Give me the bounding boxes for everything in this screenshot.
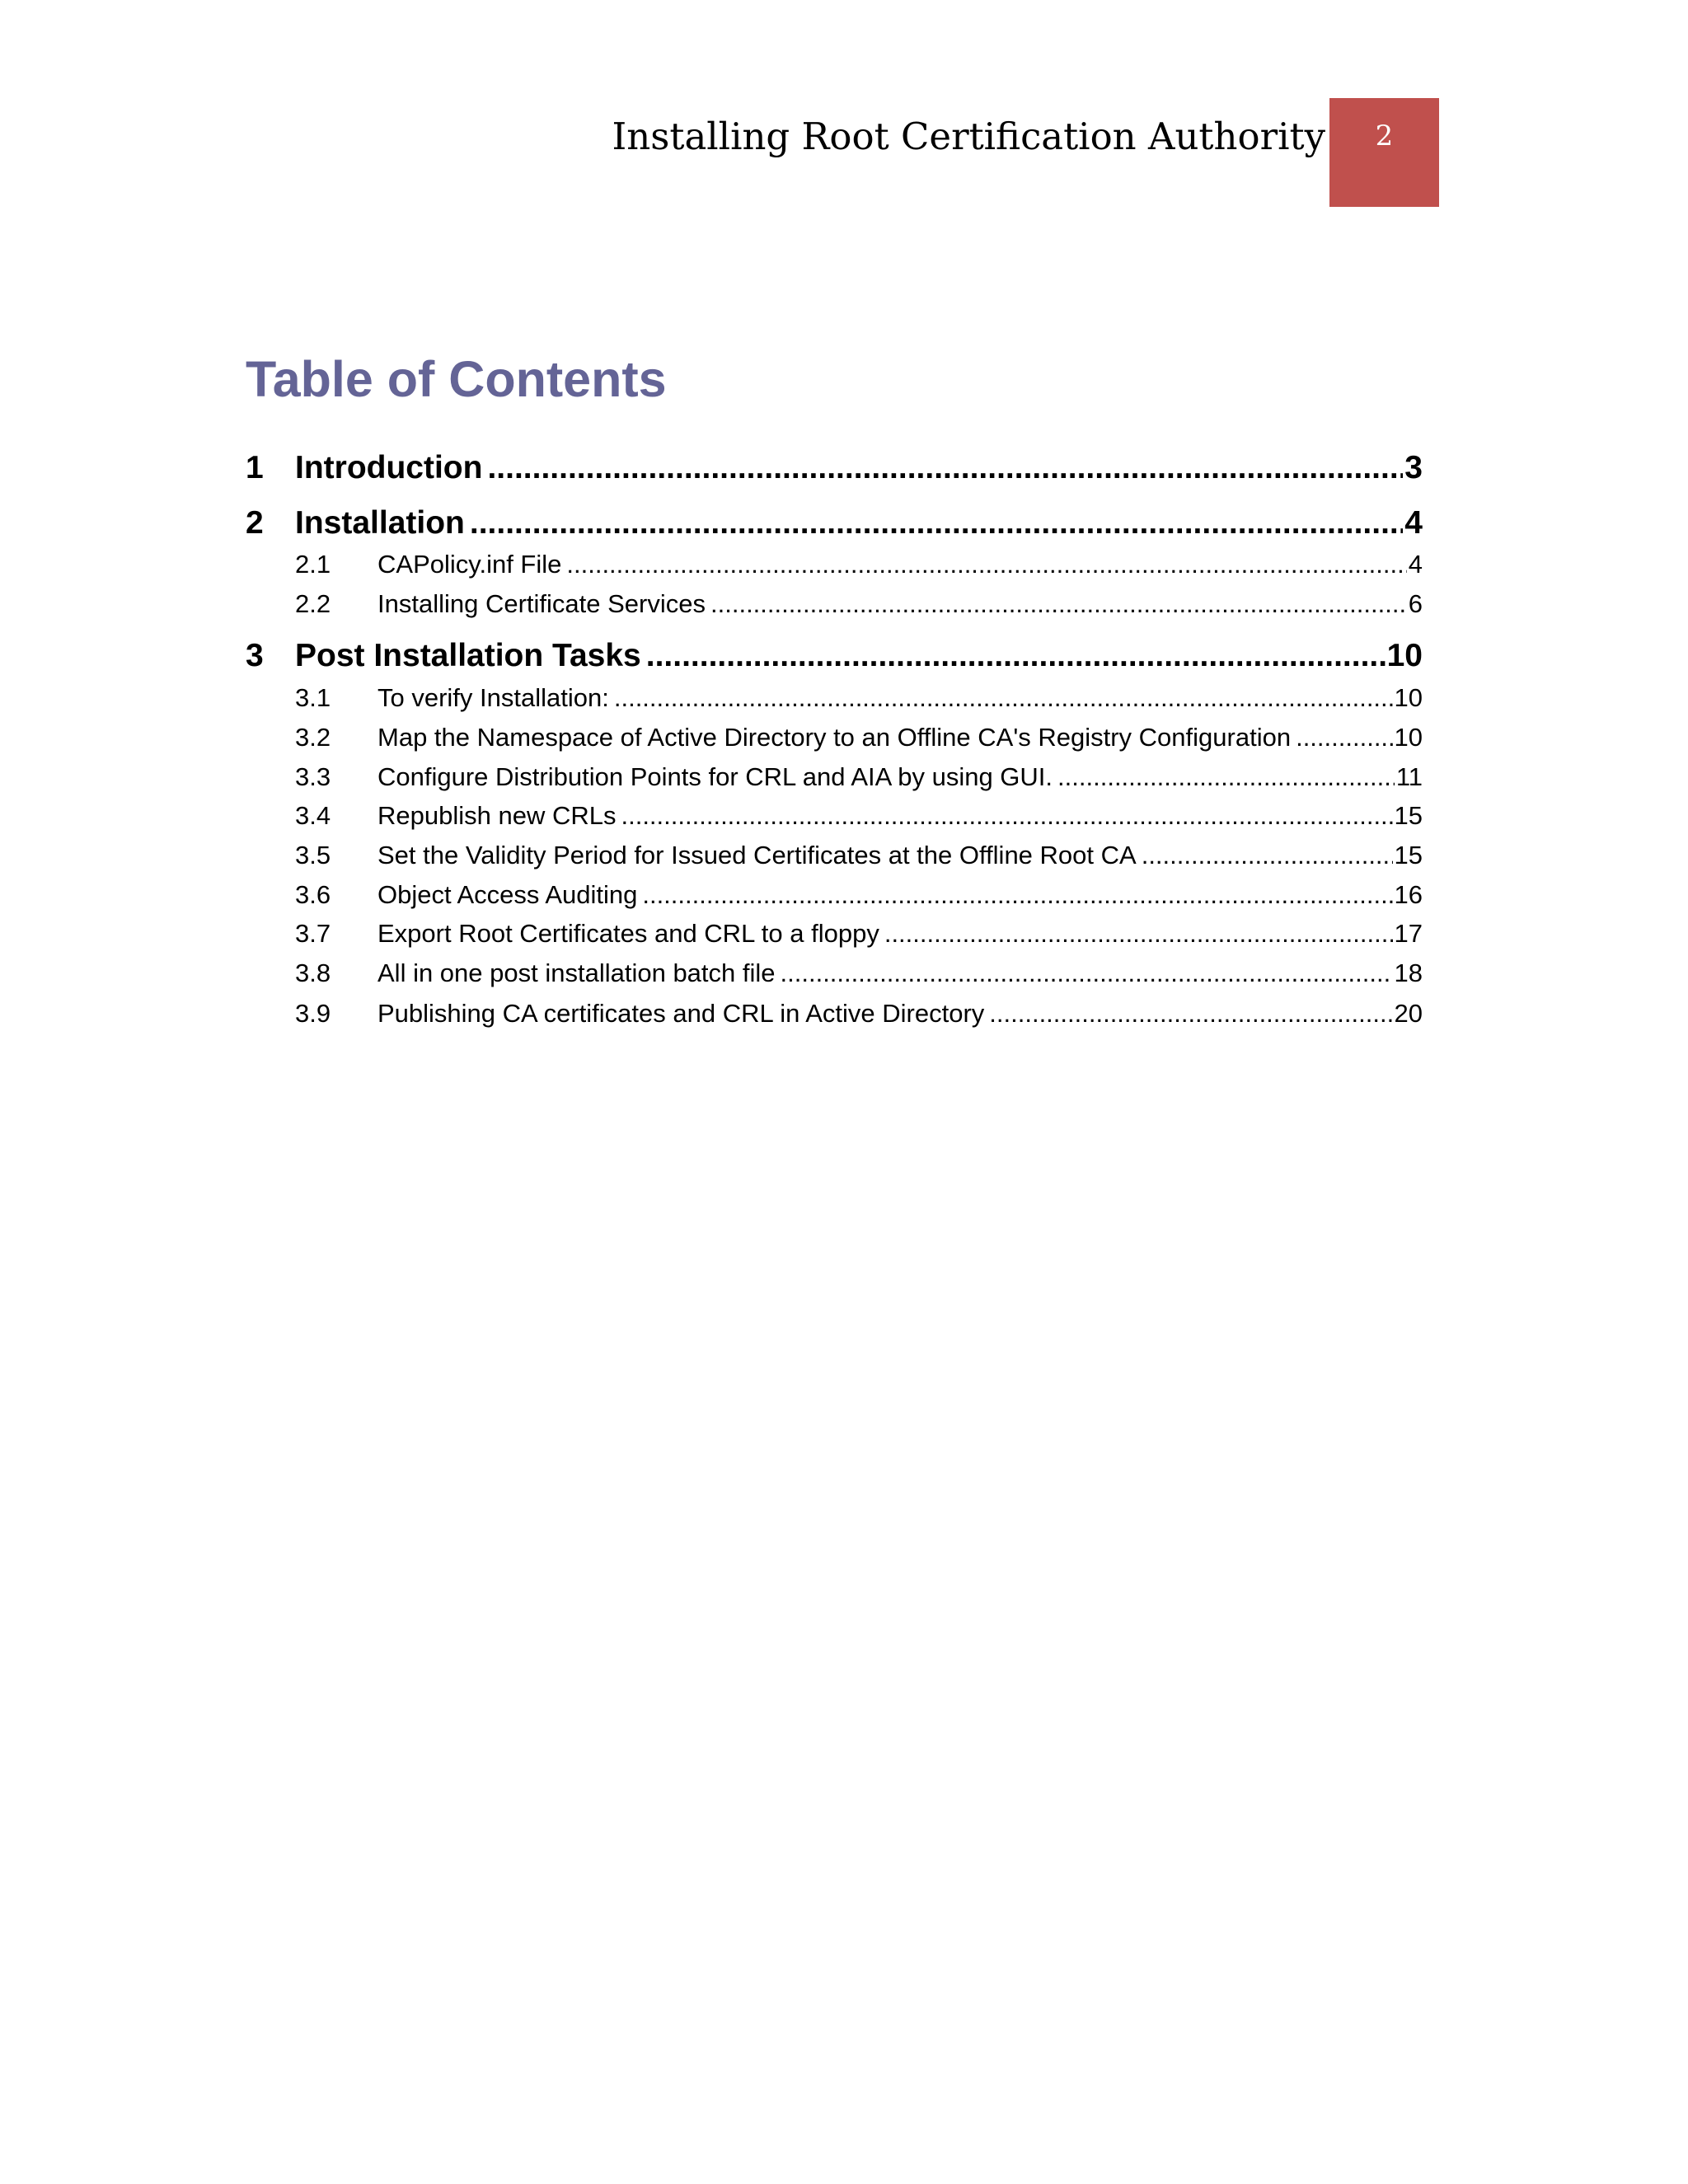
toc-entry-number: 2.2: [295, 589, 331, 618]
toc-entry-number: 2.1: [295, 550, 331, 579]
toc-dot-leader: [646, 635, 1386, 677]
toc-entry-page: 16: [1394, 880, 1423, 909]
toc-dot-leader: [566, 546, 1406, 583]
toc-entry-batch-file[interactable]: [246, 955, 1423, 991]
toc-entry-number: 3.8: [295, 958, 331, 987]
toc-entry-page: 3: [1404, 450, 1423, 485]
toc-dot-leader: [710, 586, 1407, 622]
toc-dot-leader: [621, 798, 1392, 834]
toc-entry-number: 3.9: [295, 999, 331, 1028]
toc-entry-introduction[interactable]: [246, 448, 1423, 489]
toc-entry-page: 10: [1394, 683, 1423, 712]
toc-entry-number: 3: [246, 638, 264, 673]
toc-entry-number: 3.1: [295, 683, 331, 712]
toc-entry-post-installation-tasks[interactable]: [246, 635, 1423, 677]
toc-entry-number: 3.4: [295, 801, 331, 830]
toc-entry-page: 4: [1404, 505, 1423, 541]
toc-dot-leader: [614, 680, 1393, 716]
toc-entry-page: 20: [1394, 999, 1423, 1028]
toc-entry-number: 1: [246, 450, 264, 485]
toc-dot-leader: [884, 916, 1393, 952]
toc-entry-title: Configure Distribution Points for CRL and AIA by using GUI.: [377, 762, 1053, 791]
toc-entry-number: 2: [246, 505, 264, 541]
toc-dot-leader: [470, 503, 1403, 544]
toc-entry-number: 3.6: [295, 880, 331, 909]
toc-entry-title: Republish new CRLs: [377, 801, 617, 830]
toc-entry-title: Object Access Auditing: [377, 880, 638, 909]
toc-entry-republish-crls[interactable]: [246, 798, 1423, 834]
header-title: Installing Root Certification Authority: [612, 115, 1325, 158]
toc-entry-page: 11: [1395, 762, 1423, 791]
toc-entry-title: Publishing CA certificates and CRL in Active Directory: [377, 999, 985, 1028]
page-number-box: [1329, 98, 1439, 207]
toc-entry-installing-certificate-services[interactable]: [246, 586, 1423, 622]
page-number: 2: [1375, 120, 1394, 152]
toc-entry-page: 6: [1408, 589, 1423, 618]
toc-dot-leader: [1057, 759, 1395, 795]
toc-entry-page: 15: [1394, 841, 1423, 869]
toc-entry-configure-distribution-points[interactable]: [246, 759, 1423, 795]
toc-entry-publishing-ca-certificates[interactable]: [246, 996, 1423, 1032]
toc-dot-leader: [781, 955, 1393, 991]
toc-heading: Table of Contents: [246, 351, 667, 407]
toc-entry-page: 10: [1394, 723, 1423, 752]
toc-entry-number: 3.7: [295, 919, 331, 948]
toc-entry-object-access-auditing[interactable]: [246, 877, 1423, 913]
toc-entry-title: Map the Namespace of Active Directory to an Offline CA's Registry Configuration: [377, 723, 1292, 752]
toc-entry-title: All in one post installation batch file: [377, 958, 776, 987]
toc-entry-page: 15: [1394, 801, 1423, 830]
toc-entry-capolicy[interactable]: [246, 546, 1423, 583]
toc-entry-verify-installation[interactable]: [246, 680, 1423, 716]
toc-entry-validity-period[interactable]: [246, 837, 1423, 874]
toc-entry-title: Export Root Certificates and CRL to a floppy: [377, 919, 879, 948]
toc-entry-title: Installing Certificate Services: [377, 589, 706, 618]
toc-entry-number: 3.5: [295, 841, 331, 869]
toc-dot-leader: [642, 877, 1392, 913]
toc-entry-title: CAPolicy.inf File: [377, 550, 562, 579]
toc-dot-leader: [989, 996, 1392, 1032]
toc-entry-title: Set the Validity Period for Issued Certificates at the Offline Root CA: [377, 841, 1137, 869]
toc-dot-leader: [1296, 719, 1392, 756]
toc-entry-number: 3.2: [295, 723, 331, 752]
toc-entry-export-root-certificates[interactable]: [246, 916, 1423, 952]
toc-entry-page: 4: [1408, 550, 1423, 579]
toc-entry-title: To verify Installation:: [377, 683, 609, 712]
toc-entry-page: 18: [1394, 958, 1423, 987]
toc-dot-leader: [487, 448, 1403, 489]
toc-entry-title: Post Installation Tasks: [295, 638, 641, 673]
toc-entry-page: 10: [1386, 638, 1423, 673]
toc-entry-title: Installation: [295, 505, 465, 541]
toc-entry-title: Introduction: [295, 450, 483, 485]
toc-entry-installation[interactable]: [246, 503, 1423, 544]
toc-dot-leader: [1142, 837, 1393, 874]
toc-entry-number: 3.3: [295, 762, 331, 791]
toc-entry-page: 17: [1394, 919, 1423, 948]
toc-entry-map-namespace[interactable]: [246, 719, 1423, 756]
